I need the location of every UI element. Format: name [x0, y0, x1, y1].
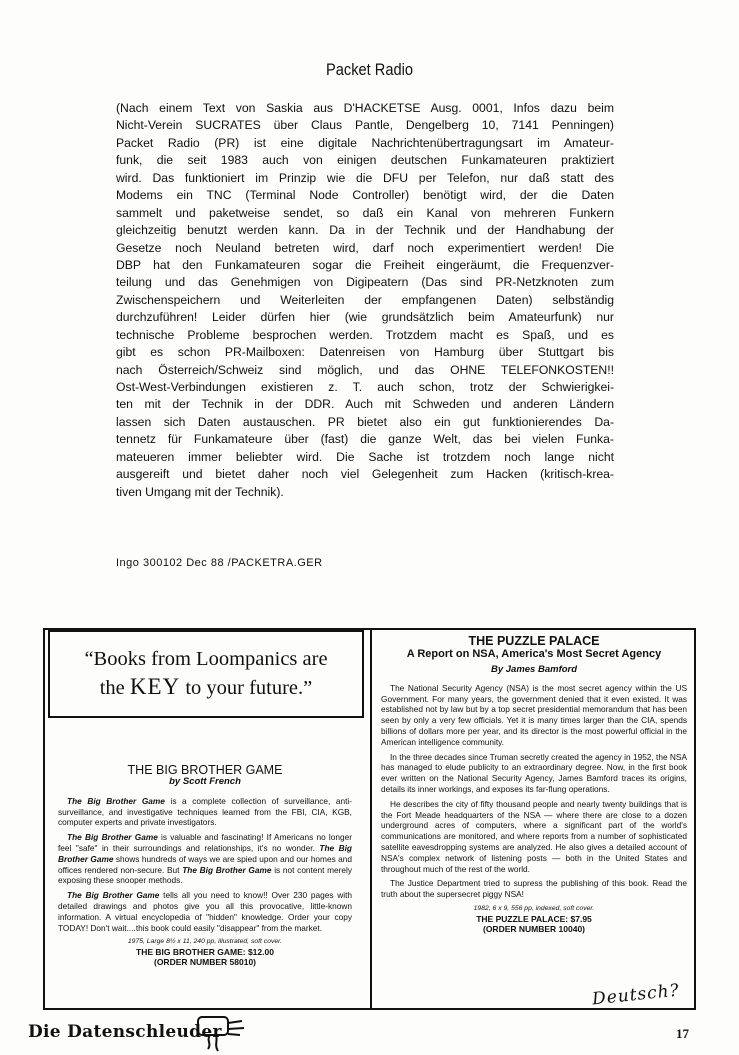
- slogan-line-1: “Books from Loompanics are: [84, 648, 328, 670]
- big-brother-order-number: (ORDER NUMBER 58010): [153, 957, 257, 968]
- puzzle-palace-subtitle: A Report on NSA, America's Most Secret Agency: [406, 648, 662, 660]
- slogan-box: [48, 630, 364, 718]
- big-brother-para-1: [58, 796, 352, 828]
- book-name: The Big Brother Game: [67, 832, 158, 843]
- book-name: The Big Brother Game: [67, 795, 165, 806]
- body-line: lassen sich Daten austauschen. PR bietet also ein gut funktionierendes Da-: [116, 414, 614, 429]
- body-line: Ost-West-Verbindungen existieren z. T. auch schon, trotz der Schwierigkei-: [116, 380, 614, 394]
- page-title: Packet Radio: [326, 60, 413, 79]
- masthead: Die Datenschleuder: [28, 1022, 222, 1042]
- slogan-pre: the: [99, 677, 130, 699]
- puzzle-palace-order: [381, 904, 687, 934]
- body-line: ten mit der Technik in der DDR. Auch mit Schweden und anderen Ländern: [116, 397, 614, 412]
- big-brother-block: [58, 763, 352, 967]
- puzzle-palace-specs: 1982, 6 x 9, 556 pp, indexed, soft cover.: [473, 904, 595, 912]
- body-line: tennetz für Funkamateure über (fast) die ganze Welt, das bei vielen Funka-: [116, 432, 614, 447]
- body-line: tiven Umgang mit der Technik).: [116, 484, 284, 499]
- puzzle-palace-author: By James Bamford: [490, 664, 578, 675]
- article-body: [116, 100, 614, 501]
- body-line: Modems ein TNC (Terminal Node Controller) benötigt wird, der die Daten: [116, 188, 614, 203]
- body-line: sammelt und paketweise sendet, so daß ein Kanal von mehreren Funkern: [116, 205, 614, 220]
- puzzle-palace-title: THE PUZZLE PALACE: [468, 634, 600, 648]
- puzzle-palace-para-1: The National Security Agency (NSA) is the most secret agency within the US Government. For many years, the government denied that it even existed. It was established not by law but by a top secret presidential memorandum that has been seen by only a very few officials. Yet it is many times larger than the CIA, spends billions of dollars more per year, and its director is the most powerful official in the American intelligence community.: [381, 682, 687, 747]
- big-brother-title: THE BIG BROTHER GAME: [127, 763, 283, 777]
- handwritten-note: Deutsch?: [591, 980, 681, 1010]
- big-brother-price: THE BIG BROTHER GAME: $12.00: [136, 947, 274, 958]
- body-line: Packet Radio (PR) ist eine digitale Nachrichtenübertragungsart im Amateur-: [116, 135, 614, 150]
- book-name: The Big Brother Game: [58, 842, 353, 864]
- puzzle-palace-price: THE PUZZLE PALACE: $7.95: [476, 913, 592, 924]
- body-line: technische Probleme besprochen werden. Trotzdem macht es Spaß, und es: [116, 327, 614, 342]
- puzzle-palace-para-2: In the three decades since Truman secretly created the agency in 1952, the NSA has managed to elude publicity to an extraordinary degree. Now, in the first book ever written on the National Security Agency, James Bamford traces its origins, details its inner workings, and exposes its far-flung operations.: [381, 751, 687, 794]
- body-line: wird. Das funktioniert im Prinzip wie die DFU per Telefon, nur daß statt des: [116, 170, 614, 185]
- body-line: gleichzeitig benutzt werden kann. Da in der Technik und der Handhabung der: [116, 223, 614, 238]
- big-brother-para-3: [58, 890, 352, 933]
- book-name: The Big Brother Game: [182, 864, 272, 875]
- body-line: Zwischenspeichern und Weiterleiten der empfangenen Daten) selbständig: [116, 292, 614, 307]
- ad-divider: [370, 628, 372, 1010]
- para-text: shows hundreds of ways we are spied upon and our homes and offices rendered non-secure. But: [58, 853, 352, 875]
- para-text: tells all you need to know!! Over 230 pages with detailed drawings and photos give you all this provocative, little-known information. A virtual encyclopedia of "hidden" knowledge. Order your copy TODAY! Don't wait....this book could easily "disappear" from the market.: [58, 890, 352, 933]
- body-line: ausgereift und bietet daher noch viel Gelegenheit zum Hacken (kritisch-krea-: [116, 467, 614, 482]
- body-line: mateueren immer beliebter wird. Die Sache ist trotzdem noch lange nicht: [116, 449, 614, 464]
- big-brother-author: by Scott French: [169, 776, 241, 787]
- page-number: 17: [676, 1026, 689, 1041]
- body-line: gibt es schon PR-Mailboxen: Datenreisen von Hamburg über Stuttgart bis: [116, 345, 614, 360]
- body-line: teilung und das Genehmigen von Digipeatern (Das sind PR-Netzknoten zum: [116, 275, 614, 290]
- puzzle-palace-para-3: He describes the city of fifty thousand people and nearly twenty buildings that is the Fort Meade headquarters of the NSA — where there are close to a dozen underground acres of computers, where a significant part of the world's communications are monitored, and where reports from a number of sophisticated satellite eavesdropping systems are analyzed. He also gives a detailed account of NSA's complex network of listening posts — both in the United States and throughout much of the rest of the world.: [381, 798, 687, 874]
- body-line: Nicht-Verein SUCRATES über Claus Pantle, Dengelberg 10, 7141 Penningen): [116, 118, 614, 133]
- puzzle-palace-order-number: (ORDER NUMBER 10040): [482, 923, 586, 934]
- book-name: The Big Brother Game: [67, 890, 160, 901]
- slogan-key: KEY: [129, 674, 181, 699]
- body-line: DBP hat den Funkamateuren sogar die Freiheit eingeräumt, die Frequenzver-: [116, 257, 614, 272]
- big-brother-para-2: [58, 832, 352, 886]
- hand-icon: [196, 1013, 248, 1053]
- body-line: durchzuführen! Leider dürfen hier (wie grundsätzlich beim Amateurfunk) nur: [116, 310, 614, 325]
- para-text: is a complete collection of surveillance, anti-surveillance, and investigative techniques learned from the FBI, CIA, KGB, computer experts and private investigators.: [58, 795, 352, 828]
- big-brother-specs: 1975, Large 8½ x 11, 240 pp, illustrated, soft cover.: [127, 938, 283, 946]
- body-line: (Nach einem Text von Saskia aus D'HACKETSE Ausg. 0001, Infos dazu beim: [116, 101, 614, 115]
- body-line: Gesetze noch Neuland betreten wird, darf noch experimentiert werden! Die: [116, 240, 614, 255]
- article-source: Ingo 300102 Dec 88 /PACKETRA.GER: [116, 557, 323, 569]
- puzzle-palace-block: [381, 634, 687, 934]
- puzzle-palace-para-4: The Justice Department tried to supress the publishing of this book. Read the truth about the supersecret piggy NSA!: [381, 878, 687, 900]
- body-line: nach Österreich/Schweiz sind möglich, und das OHNE TELEFONKOSTEN!!: [116, 362, 614, 377]
- slogan-line-2: [50, 673, 362, 702]
- para-text: is valuable and fascinating! If Americans no longer feel "safe" in their surroundings and relationships, it's no wonder.: [58, 832, 352, 853]
- slogan-post: to your future.”: [180, 677, 313, 699]
- para-text: is not content merely exposing these snooper methods.: [58, 864, 352, 886]
- body-line: funk, die seit 1983 auch von einigen deutschen Funkamateuren praktiziert: [116, 153, 614, 168]
- big-brother-order: [58, 937, 352, 967]
